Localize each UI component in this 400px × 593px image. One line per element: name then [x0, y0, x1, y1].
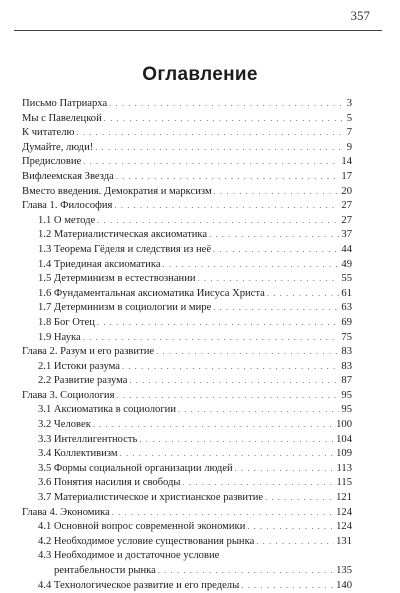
dot-leader	[97, 316, 339, 331]
header-rule	[14, 30, 382, 31]
dot-leader	[247, 520, 334, 535]
toc-entry[interactable]	[22, 389, 352, 404]
toc-entry-label: 2.2 Развитие разума	[38, 375, 128, 387]
toc-entry-label: 3.5 Формы социальной организации людей	[38, 462, 233, 474]
toc-entry[interactable]	[22, 155, 352, 170]
toc-entry-page: 124	[336, 521, 352, 533]
toc-entry-page: 61	[341, 287, 352, 299]
toc-entry[interactable]	[22, 97, 352, 112]
toc-entry-label: 4.1 Основной вопрос современной экономики	[38, 521, 246, 533]
toc-subentry[interactable]	[22, 520, 352, 535]
toc-entry-page: 95	[341, 404, 352, 416]
toc-subentry[interactable]	[22, 331, 352, 346]
toc-entry-label: 1.6 Фундаментальная аксиоматика Иисуса Христа	[38, 287, 265, 299]
toc-entry-page: 49	[341, 258, 352, 270]
dot-leader	[112, 506, 334, 521]
toc-entry-page: 131	[336, 535, 352, 547]
toc-entry-page: 121	[336, 492, 352, 504]
toc-subentry[interactable]	[22, 433, 352, 448]
dot-leader	[183, 476, 335, 491]
toc-entry-label: 1.3 Теорема Гёделя и следствия из неё	[38, 243, 212, 255]
toc-entry-page: 55	[341, 273, 352, 285]
toc-entry-page: 14	[341, 156, 352, 168]
toc-entry-label: 3.4 Коллективизм	[38, 448, 118, 460]
dot-leader	[93, 418, 334, 433]
toc-entry-label: 1.5 Детерминизм в естествознании	[38, 273, 196, 285]
toc-entry-page: 113	[336, 462, 352, 474]
toc-entry-label: 3.6 Понятия насилия и свободы	[38, 477, 181, 489]
toc-entry-page: 44	[341, 243, 352, 255]
toc-entry-page: 17	[341, 170, 352, 182]
toc-entry-page: 20	[341, 185, 352, 197]
toc-entry-label: 4.4 Технологическое развитие и его пределы	[38, 579, 240, 591]
toc-entry-label: Вместо введения. Демократия и марксизм	[22, 185, 212, 197]
toc-entry-page: 95	[341, 389, 352, 401]
toc-entry-page: 3	[346, 98, 352, 109]
toc-entry-label: 3.7 Материалистическое и христианское развитие	[38, 492, 264, 504]
toc-entry-page: 115	[336, 477, 352, 489]
toc-entry-page: 27	[341, 214, 352, 226]
toc-entry-page: 83	[341, 360, 352, 372]
toc-entry-label: Мы с Павелецкой	[22, 112, 102, 124]
dot-leader	[213, 243, 339, 258]
toc-entry-page: 63	[341, 302, 352, 314]
toc-subentry[interactable]	[22, 214, 352, 229]
toc-entry[interactable]	[22, 170, 352, 185]
toc-entry-label: 2.1 Истоки разума	[38, 360, 120, 372]
toc-entry-label: 1.2 Материалистическая аксиоматика	[38, 229, 208, 241]
toc-subentry[interactable]	[22, 301, 352, 316]
toc-entry-label: 4.3 Необходимое и достаточное условие	[38, 550, 220, 562]
dot-leader	[97, 214, 339, 229]
toc-entry-label: 3.2 Человек	[38, 419, 91, 431]
toc-entry[interactable]	[22, 112, 352, 127]
dot-leader	[156, 345, 339, 360]
toc-entry-label: Глава 3. Социология	[22, 389, 115, 401]
toc-subentry[interactable]	[22, 535, 352, 550]
toc-subentry[interactable]	[22, 360, 352, 375]
dot-leader	[198, 272, 340, 287]
toc-entry-page: 37	[341, 229, 352, 241]
toc-subentry[interactable]	[22, 403, 352, 418]
toc-subentry[interactable]	[22, 579, 352, 593]
toc-entry[interactable]	[22, 141, 352, 156]
dot-leader	[178, 403, 339, 418]
toc-entry-label: К читателю	[22, 127, 75, 139]
toc-entry[interactable]	[22, 506, 352, 521]
toc-entry-page: 87	[341, 375, 352, 387]
toc-subentry[interactable]	[22, 447, 352, 462]
toc-entry-label: 1.4 Триединая аксиоматика	[38, 258, 161, 270]
toc-entry-label: 1.7 Детерминизм в социологии и мире	[38, 302, 212, 314]
dot-leader	[129, 374, 339, 389]
dot-leader	[267, 287, 340, 302]
toc-entry-page: 109	[336, 448, 352, 460]
toc-entry-label: Письмо Патриарха	[22, 98, 108, 109]
dot-leader	[83, 155, 339, 170]
toc-subentry[interactable]	[22, 462, 352, 477]
toc-entry[interactable]	[22, 199, 352, 214]
dot-leader	[104, 112, 345, 127]
toc-subentry[interactable]	[22, 272, 352, 287]
toc-entry-page: 124	[336, 506, 352, 518]
page-number: 357	[350, 8, 370, 23]
toc-entry-continuation[interactable]	[22, 564, 352, 579]
toc-entry-label: 1.1 О методе	[38, 214, 96, 226]
dot-leader	[256, 535, 334, 550]
table-of-contents	[22, 97, 352, 593]
toc-subentry[interactable]	[22, 287, 352, 302]
dot-leader	[235, 462, 335, 477]
dot-leader	[209, 228, 339, 243]
toc-entry-page: 135	[336, 565, 352, 576]
toc-entry-label: Думайте, люди!	[22, 141, 94, 153]
dot-leader	[158, 564, 334, 579]
toc-subentry[interactable]	[22, 418, 352, 433]
toc-subentry[interactable]	[22, 476, 352, 491]
toc-subentry[interactable]	[22, 491, 352, 506]
page-title: Оглавление	[142, 64, 258, 85]
toc-subentry[interactable]	[22, 374, 352, 389]
toc-entry-page: 27	[341, 200, 352, 212]
toc-entry-page: 104	[336, 433, 352, 445]
toc-entry-label: 1.9 Наука	[38, 331, 81, 343]
toc-entry-page: 140	[336, 579, 352, 591]
toc-entry-page: 75	[341, 331, 352, 343]
dot-leader	[116, 389, 339, 404]
toc-subentry[interactable]	[22, 258, 352, 273]
dot-leader	[109, 97, 345, 112]
dot-leader	[114, 199, 339, 214]
toc-entry-label: 4.2 Необходимое условие существования рынка	[38, 535, 255, 547]
toc-entry-page: 100	[336, 419, 352, 431]
toc-entry-label: Предисловие	[22, 156, 82, 168]
dot-leader	[213, 301, 339, 316]
dot-leader	[214, 185, 340, 200]
toc-entry-page: 5	[346, 112, 352, 124]
toc-entry-page: 83	[341, 346, 352, 358]
toc-subentry[interactable]	[22, 316, 352, 331]
toc-entry[interactable]	[22, 345, 352, 360]
dot-leader	[120, 447, 335, 462]
toc-entry[interactable]	[22, 126, 352, 141]
toc-entry-label: 3.3 Интеллигентность	[38, 433, 138, 445]
toc-entry[interactable]	[22, 549, 352, 564]
dot-leader	[139, 433, 334, 448]
dot-leader	[83, 331, 340, 346]
toc-entry-label: Глава 1. Философия	[22, 200, 113, 212]
dot-leader	[163, 258, 340, 273]
toc-subentry[interactable]	[22, 243, 352, 258]
toc-entry-label: Глава 2. Разум и его развитие	[22, 346, 155, 358]
toc-entry-label: Глава 4. Экономика	[22, 506, 110, 518]
toc-entry-label: 1.8 Бог Отец	[38, 316, 95, 328]
dot-leader	[95, 141, 344, 156]
dot-leader	[76, 126, 344, 141]
dot-leader	[265, 491, 334, 506]
dot-leader	[116, 170, 340, 185]
toc-entry-label: 3.1 Аксиоматика в социологии	[38, 404, 176, 416]
dot-leader	[122, 360, 339, 375]
toc-subentry[interactable]	[22, 228, 352, 243]
toc-entry-page: 69	[341, 316, 352, 328]
dot-leader	[241, 579, 334, 593]
toc-entry[interactable]	[22, 185, 352, 200]
toc-entry-page: 9	[346, 141, 352, 153]
toc-entry-label-cont: рентабельности рынка	[54, 565, 156, 576]
toc-entry-label: Вифлеемская Звезда	[22, 170, 114, 182]
toc-entry-page: 7	[346, 127, 352, 139]
